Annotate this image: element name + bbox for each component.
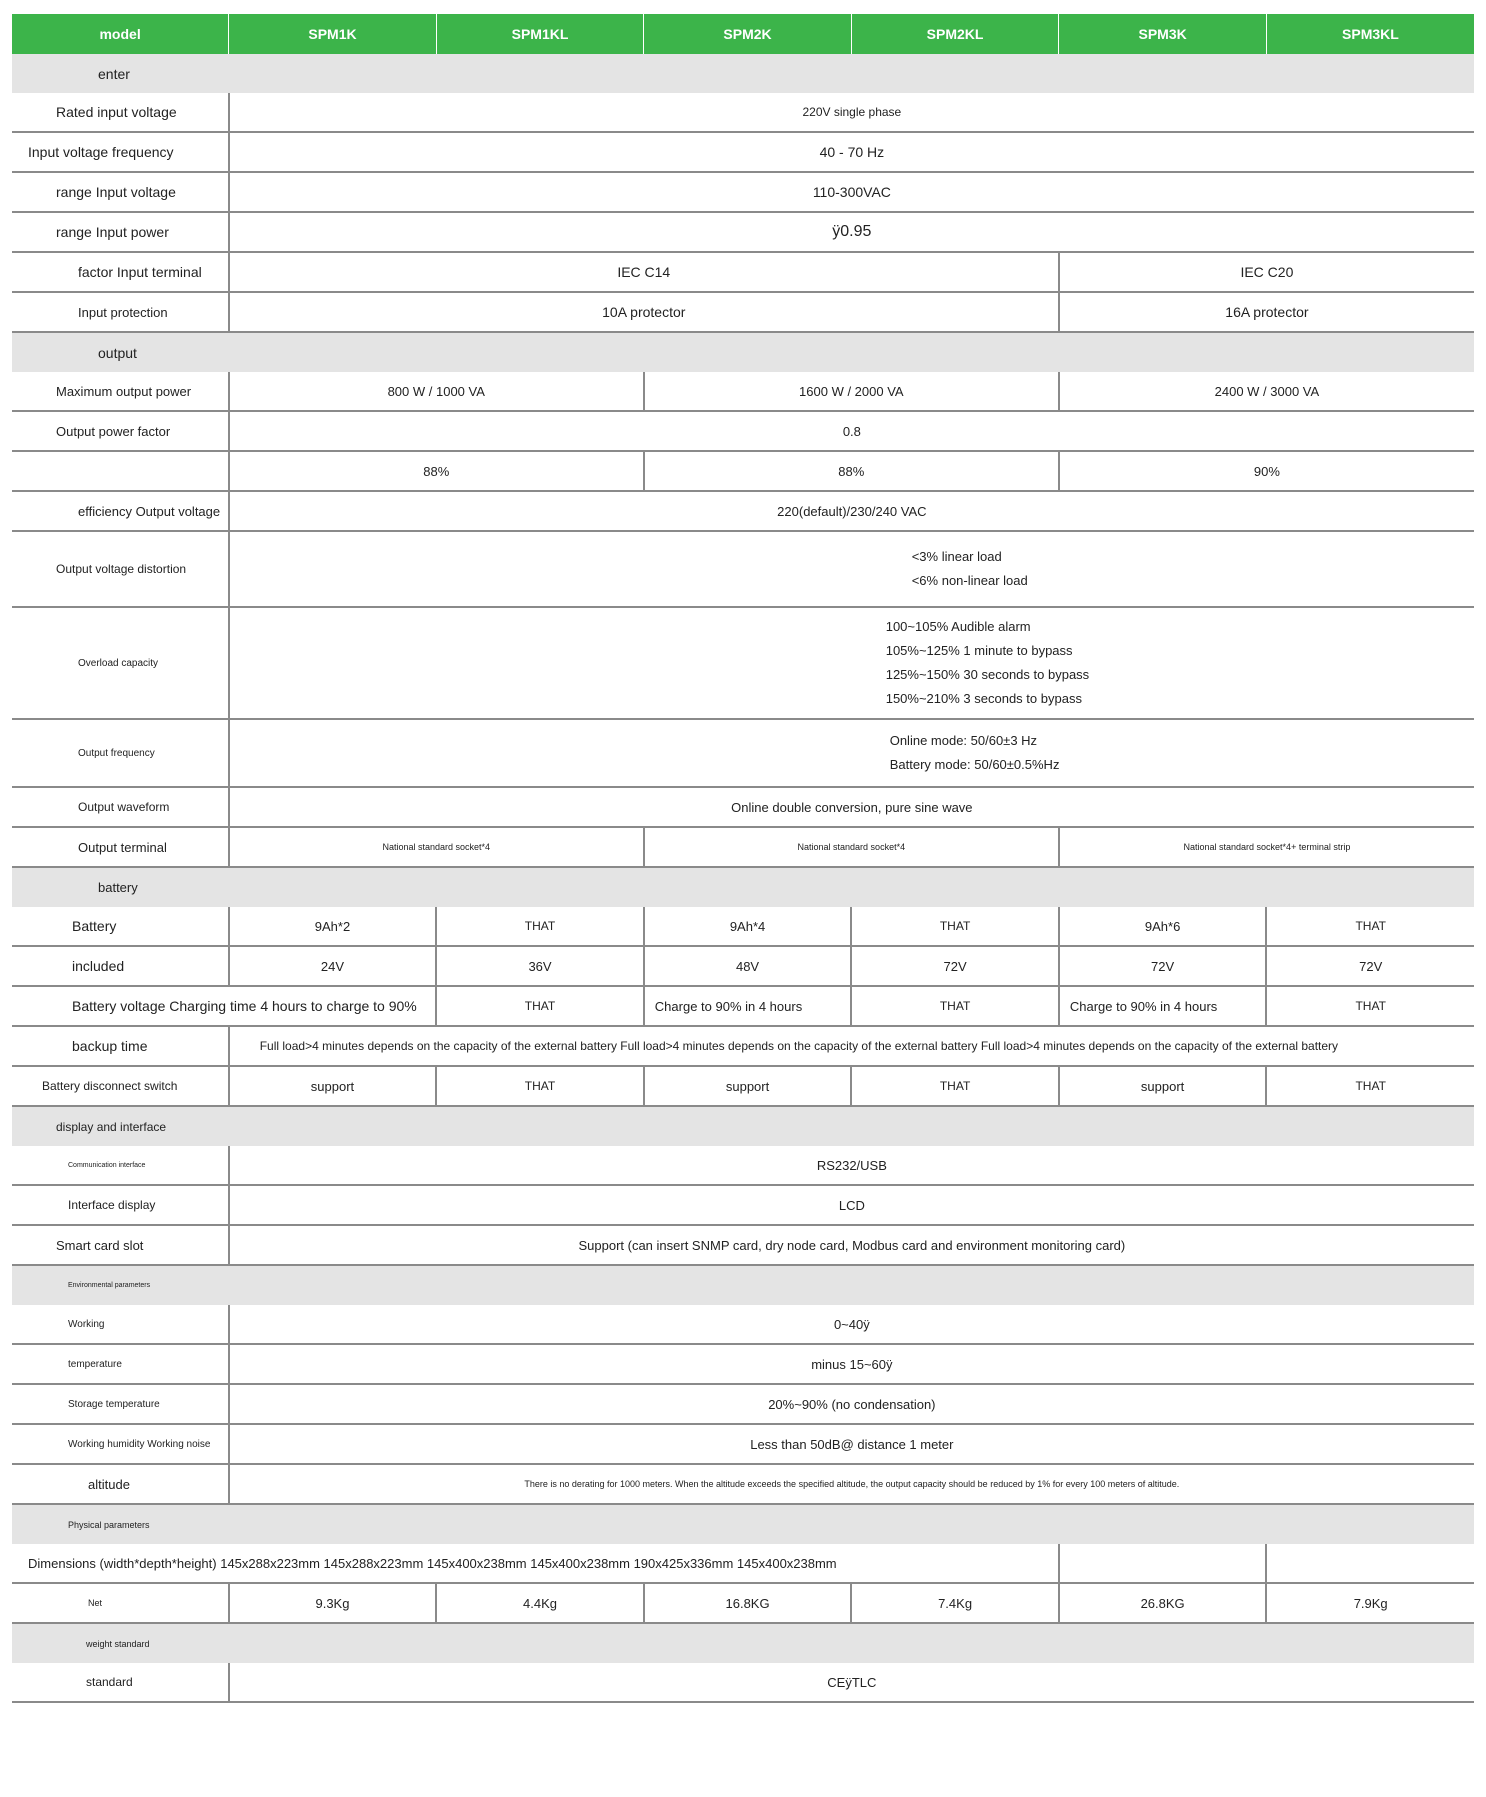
row-value-3: National standard socket*4+ terminal strip <box>1059 827 1474 867</box>
row-value-3: Charge to 90% in 4 hours <box>644 986 852 1026</box>
row-label: Battery voltage Charging time 4 hours to charge to 90% <box>12 986 436 1026</box>
row-label: Input voltage frequency <box>12 132 229 172</box>
header-row <box>12 14 1474 54</box>
row-altitude <box>12 1464 1474 1504</box>
row-value: Support (can insert SNMP card, dry node card, Modbus card and environment monitoring card) <box>229 1225 1474 1265</box>
row-label: factor Input terminal <box>12 252 229 292</box>
row-value-5: support <box>1059 1066 1267 1106</box>
row-value-3: 90% <box>1059 451 1474 491</box>
header-model-1: SPM1K <box>229 14 437 54</box>
row-value: Online double conversion, pure sine wave <box>229 787 1474 827</box>
row-efficiency <box>12 451 1474 491</box>
row-value: minus 15~60ÿ <box>229 1344 1474 1384</box>
row-battery-voltage-charging <box>12 986 1474 1026</box>
row-label-empty <box>12 451 229 491</box>
row-value-1: 800 W / 1000 VA <box>229 372 644 411</box>
row-value-2: 16A protector <box>1059 292 1474 332</box>
row-label: Smart card slot <box>12 1225 229 1265</box>
row-communication-interface <box>12 1146 1474 1185</box>
section-env <box>12 1265 1474 1305</box>
row-label: Battery disconnect switch <box>12 1066 229 1106</box>
row-label: Net <box>12 1583 229 1623</box>
row-value: CEÿTLC <box>229 1663 1474 1702</box>
row-value-1: IEC C14 <box>229 252 1059 292</box>
row-output-waveform <box>12 787 1474 827</box>
row-value-2: IEC C20 <box>1059 252 1474 292</box>
row-label: altitude <box>12 1464 229 1504</box>
row-label: Output power factor <box>12 411 229 451</box>
row-value-2: THAT <box>436 986 644 1026</box>
header-model-6: SPM3KL <box>1266 14 1474 54</box>
row-value-1: 9.3Kg <box>229 1583 437 1623</box>
header-model-4: SPM2KL <box>851 14 1059 54</box>
overload-line-2: 105%~125% 1 minute to bypass <box>885 643 1073 658</box>
row-input-terminal <box>12 252 1474 292</box>
row-value-6: 72V <box>1266 946 1474 986</box>
section-weight <box>12 1623 1474 1663</box>
frequency-line-2: Battery mode: 50/60±0.5%Hz <box>889 757 1060 772</box>
row-label: Maximum output power <box>12 372 229 411</box>
row-value-5: Charge to 90% in 4 hours <box>1059 986 1267 1026</box>
row-value-5: 72V <box>1059 946 1267 986</box>
row-value <box>229 607 1474 719</box>
header-model-2: SPM1KL <box>436 14 644 54</box>
row-backup-time <box>12 1026 1474 1066</box>
row-value: Less than 50dB@ distance 1 meter <box>229 1424 1474 1464</box>
overload-line-4: 150%~210% 3 seconds to bypass <box>885 691 1082 706</box>
row-label: Working <box>12 1305 229 1344</box>
row-label: Output terminal <box>12 827 229 867</box>
section-weight-label: weight standard <box>12 1623 1474 1663</box>
row-value: 0~40ÿ <box>229 1305 1474 1344</box>
row-value-2: National standard socket*4 <box>644 827 1059 867</box>
row-label: Working humidity Working noise <box>12 1424 229 1464</box>
row-value-2: 1600 W / 2000 VA <box>644 372 1059 411</box>
row-temperature <box>12 1344 1474 1384</box>
distortion-line-2: <6% non-linear load <box>911 573 1028 588</box>
row-label: Battery <box>12 907 229 946</box>
row-label: Interface display <box>12 1185 229 1225</box>
row-label: Output frequency <box>12 719 229 787</box>
row-value-3: 16.8KG <box>644 1583 852 1623</box>
section-physical-label: Physical parameters <box>12 1504 1474 1544</box>
row-output-terminal <box>12 827 1474 867</box>
row-value-3: support <box>644 1066 852 1106</box>
row-input-frequency <box>12 132 1474 172</box>
row-label: Rated input voltage <box>12 93 229 132</box>
frequency-line-1: Online mode: 50/60±3 Hz <box>889 733 1038 748</box>
row-value: RS232/USB <box>229 1146 1474 1185</box>
row-value-3: 48V <box>644 946 852 986</box>
row-label: backup time <box>12 1026 229 1066</box>
row-value: 220V single phase <box>229 93 1474 132</box>
row-value-4: 7.4Kg <box>851 1583 1059 1623</box>
row-range-input-voltage <box>12 172 1474 212</box>
row-value-6: THAT <box>1266 907 1474 946</box>
row-value: 0.8 <box>229 411 1474 451</box>
row-value-3: 2400 W / 3000 VA <box>1059 372 1474 411</box>
row-value-2: 36V <box>436 946 644 986</box>
section-input <box>12 54 1474 93</box>
header-model-3: SPM2K <box>644 14 852 54</box>
row-rated-input-voltage <box>12 93 1474 132</box>
row-value-1: 10A protector <box>229 292 1059 332</box>
section-display-label: display and interface <box>12 1106 1474 1146</box>
row-value: LCD <box>229 1185 1474 1225</box>
row-net <box>12 1583 1474 1623</box>
row-battery <box>12 907 1474 946</box>
row-value: Full load>4 minutes depends on the capacity of the external battery Full load>4 minutes depends on the capacity of the external battery Full load>4 minutes depends on the capacity of the external battery <box>229 1026 1474 1066</box>
row-label: range Input voltage <box>12 172 229 212</box>
row-humidity-noise <box>12 1424 1474 1464</box>
row-value-2: 88% <box>644 451 1059 491</box>
section-battery-label: battery <box>12 867 1474 907</box>
row-label: Storage temperature <box>12 1384 229 1424</box>
row-label: efficiency Output voltage <box>12 491 229 531</box>
row-working <box>12 1305 1474 1344</box>
row-max-output-power <box>12 372 1474 411</box>
row-output-frequency <box>12 719 1474 787</box>
row-value-empty-2 <box>1266 1544 1474 1583</box>
row-value-3: 9Ah*4 <box>644 907 852 946</box>
row-label: temperature <box>12 1344 229 1384</box>
row-label: standard <box>12 1663 229 1702</box>
row-label: Input protection <box>12 292 229 332</box>
row-value-empty-1 <box>1059 1544 1267 1583</box>
row-input-protection <box>12 292 1474 332</box>
row-value-5: 9Ah*6 <box>1059 907 1267 946</box>
section-battery <box>12 867 1474 907</box>
row-value <box>229 719 1474 787</box>
row-label: Dimensions (width*depth*height) 145x288x223mm 145x288x223mm 145x400x238mm 145x400x238mm 190x425x336mm 145x400x238mm <box>12 1544 1059 1583</box>
header-model-5: SPM3K <box>1059 14 1267 54</box>
row-value-6: THAT <box>1266 986 1474 1026</box>
row-value-4: THAT <box>851 907 1059 946</box>
overload-line-3: 125%~150% 30 seconds to bypass <box>885 667 1090 682</box>
row-output-power-factor <box>12 411 1474 451</box>
row-label: Output voltage distortion <box>12 531 229 607</box>
row-value-4: 72V <box>851 946 1059 986</box>
row-overload-capacity <box>12 607 1474 719</box>
row-value <box>229 531 1474 607</box>
row-value-4: THAT <box>851 986 1059 1026</box>
row-storage-temperature <box>12 1384 1474 1424</box>
row-standard <box>12 1663 1474 1702</box>
row-dimensions <box>12 1544 1474 1583</box>
section-display <box>12 1106 1474 1146</box>
row-value: 20%~90% (no condensation) <box>229 1384 1474 1424</box>
distortion-line-1: <3% linear load <box>911 549 1002 564</box>
row-label: range Input power <box>12 212 229 252</box>
row-value-4: THAT <box>851 1066 1059 1106</box>
row-battery-disconnect <box>12 1066 1474 1106</box>
section-env-label: Environmental parameters <box>12 1265 1474 1305</box>
row-value-2: 4.4Kg <box>436 1583 644 1623</box>
row-value-2: THAT <box>436 1066 644 1106</box>
row-value: 220(default)/230/240 VAC <box>229 491 1474 531</box>
section-output-label: output <box>12 332 1474 372</box>
row-value: There is no derating for 1000 meters. When the altitude exceeds the specified altitude, the output capacity should be reduced by 1% for every 100 meters of altitude. <box>229 1464 1474 1504</box>
row-output-voltage <box>12 491 1474 531</box>
row-included <box>12 946 1474 986</box>
row-value-6: 7.9Kg <box>1266 1583 1474 1623</box>
row-value-1: support <box>229 1066 437 1106</box>
header-model: model <box>12 14 229 54</box>
row-value: 110-300VAC <box>229 172 1474 212</box>
row-value-1: 24V <box>229 946 437 986</box>
row-value-6: THAT <box>1266 1066 1474 1106</box>
row-label: Communication interface <box>12 1146 229 1185</box>
row-value-2: THAT <box>436 907 644 946</box>
section-input-label: enter <box>12 54 1474 93</box>
row-value-5: 26.8KG <box>1059 1583 1267 1623</box>
row-output-distortion <box>12 531 1474 607</box>
row-range-input-power <box>12 212 1474 252</box>
row-interface-display <box>12 1185 1474 1225</box>
row-label: Overload capacity <box>12 607 229 719</box>
row-value-1: 9Ah*2 <box>229 907 437 946</box>
section-physical <box>12 1504 1474 1544</box>
row-label: Output waveform <box>12 787 229 827</box>
row-value: ÿ0.95 <box>229 212 1474 252</box>
section-output <box>12 332 1474 372</box>
overload-line-1: 100~105% Audible alarm <box>885 619 1031 634</box>
spec-table <box>12 14 1474 1703</box>
row-smart-card-slot <box>12 1225 1474 1265</box>
row-value: 40 - 70 Hz <box>229 132 1474 172</box>
row-value-1: 88% <box>229 451 644 491</box>
row-value-1: National standard socket*4 <box>229 827 644 867</box>
row-label: included <box>12 946 229 986</box>
